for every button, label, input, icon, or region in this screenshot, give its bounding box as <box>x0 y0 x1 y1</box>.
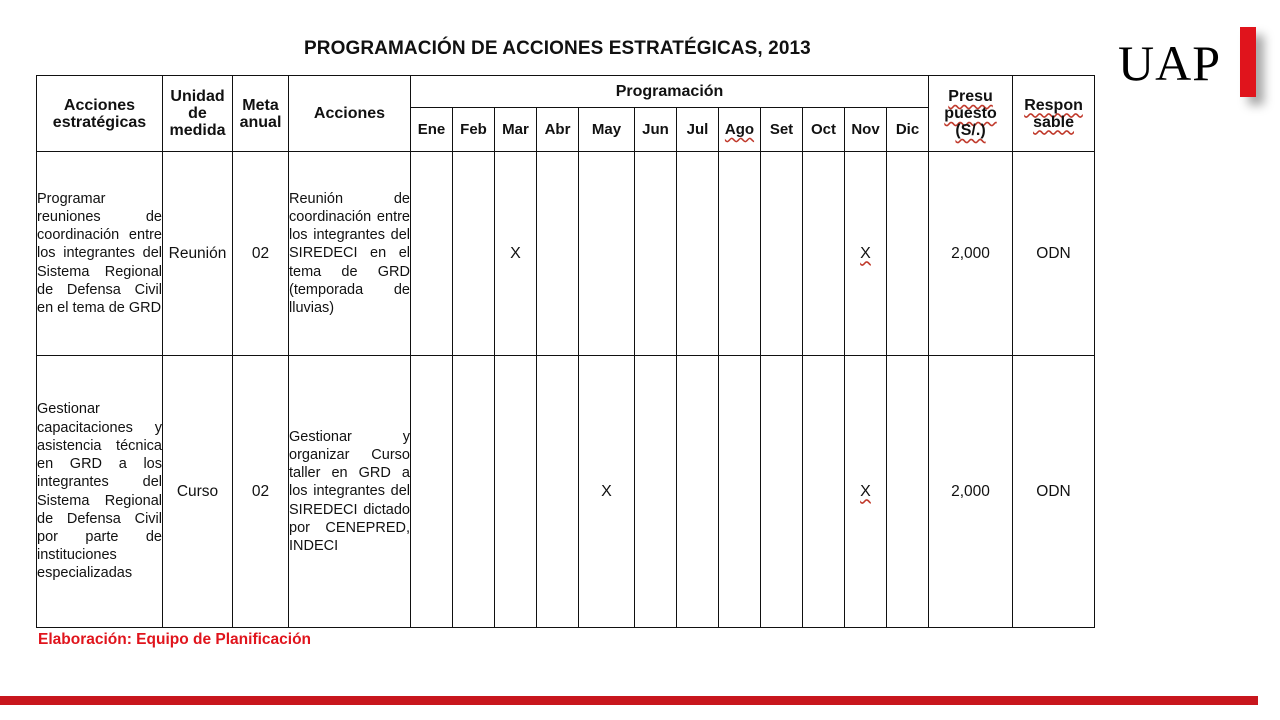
unidad-cell: Reunión <box>163 152 233 356</box>
month-mark-cell <box>453 356 495 628</box>
month-mark-cell <box>719 152 761 356</box>
acciones-cell: Gestionar y organizar Curso taller en GRD a los integrantes del SIREDECI dictado por CENEPRED, INDECI <box>289 356 411 628</box>
month-mark-cell <box>635 152 677 356</box>
month-header: May <box>579 108 635 152</box>
month-header: Set <box>761 108 803 152</box>
month-mark-cell: X <box>845 356 887 628</box>
month-mark-cell <box>677 152 719 356</box>
month-mark-cell <box>537 356 579 628</box>
month-mark-cell <box>677 356 719 628</box>
presupuesto-cell: 2,000 <box>929 356 1013 628</box>
month-header: Jun <box>635 108 677 152</box>
month-mark-cell: X <box>845 152 887 356</box>
month-mark-cell <box>537 152 579 356</box>
month-mark-cell <box>453 152 495 356</box>
table-row <box>37 356 1095 628</box>
month-mark-cell <box>803 152 845 356</box>
month-mark-cell: X <box>495 152 537 356</box>
month-header: Oct <box>803 108 845 152</box>
header-acciones-estrategicas: Acciones estratégicas <box>37 76 163 152</box>
meta-cell: 02 <box>233 152 289 356</box>
month-mark-cell <box>635 356 677 628</box>
month-mark-cell <box>579 152 635 356</box>
meta-cell: 02 <box>233 356 289 628</box>
month-header: Ago <box>719 108 761 152</box>
logo-red-bar <box>1240 27 1256 97</box>
month-header: Ene <box>411 108 453 152</box>
header-acciones: Acciones <box>289 76 411 152</box>
month-mark-cell <box>761 152 803 356</box>
presupuesto-cell: 2,000 <box>929 152 1013 356</box>
month-mark-cell: X <box>579 356 635 628</box>
month-mark-cell <box>495 356 537 628</box>
month-mark-cell <box>761 356 803 628</box>
month-header: Dic <box>887 108 929 152</box>
page-title: PROGRAMACIÓN DE ACCIONES ESTRATÉGICAS, 2013 <box>304 38 811 59</box>
month-mark-cell <box>411 152 453 356</box>
month-header: Jul <box>677 108 719 152</box>
accion-estrategica-cell: Programar reuniones de coordinación entre los integrantes del Sistema Regional de Defensa Civil en el tema de GRD <box>37 152 163 356</box>
bottom-red-bar <box>0 696 1258 705</box>
month-header: Mar <box>495 108 537 152</box>
acciones-cell: Reunión de coordinación entre los integrantes del SIREDECI en el tema de GRD (temporada de lluvias) <box>289 152 411 356</box>
uap-logo: UAP <box>1118 35 1222 91</box>
month-mark-cell <box>887 152 929 356</box>
month-mark-cell <box>719 356 761 628</box>
header-presupuesto: Presu puesto (S/.) <box>929 76 1013 152</box>
month-header: Nov <box>845 108 887 152</box>
header-unidad-medida: Unidad de medida <box>163 76 233 152</box>
footer-note: Elaboración: Equipo de Planificación <box>38 631 312 648</box>
header-responsable: Respon sable <box>1013 76 1095 152</box>
unidad-cell: Curso <box>163 356 233 628</box>
header-programacion: Programación <box>411 76 929 108</box>
accion-estrategica-cell: Gestionar capacitaciones y asistencia técnica en GRD a los integrantes del Sistema Regional de Defensa Civil por parte de instituciones especializadas <box>37 356 163 628</box>
month-mark-cell <box>411 356 453 628</box>
table-row <box>37 152 1095 356</box>
month-mark-cell <box>803 356 845 628</box>
header-meta-anual: Meta anual <box>233 76 289 152</box>
month-header: Abr <box>537 108 579 152</box>
responsable-cell: ODN <box>1013 356 1095 628</box>
month-header: Feb <box>453 108 495 152</box>
responsable-cell: ODN <box>1013 152 1095 356</box>
strategic-actions-table <box>36 75 1095 628</box>
month-mark-cell <box>887 356 929 628</box>
